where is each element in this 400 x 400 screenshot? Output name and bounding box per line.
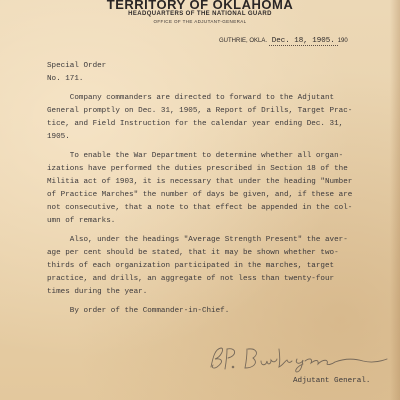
body-line: Militia act of 1903, it is necessary that under the heading "Number xyxy=(47,178,353,187)
dateline-place: GUTHRIE, OKLA. xyxy=(219,38,268,44)
body-line: not consecutive, that a note to that effect be appended in the col- xyxy=(47,203,353,212)
letterhead-title: TERRITORY OF OKLAHOMA xyxy=(106,0,294,12)
body-line: age per cent should be stated, that it may be shown whether two- xyxy=(47,249,339,258)
body-line: 1905. xyxy=(47,132,70,141)
body-line: No. 171. xyxy=(47,74,84,83)
body-line: Also, under the headings "Average Strength Present" the aver- xyxy=(47,236,348,245)
letterhead-office: OFFICE OF THE ADJUTANT-GENERAL xyxy=(153,19,247,24)
body-line: umn of remarks. xyxy=(47,216,116,225)
dateline-date: Dec. 18, 1905. xyxy=(269,37,338,46)
dateline xyxy=(219,37,348,45)
body-line: Company commanders are directed to forward to the Adjutant xyxy=(47,94,335,103)
signature-image xyxy=(203,343,393,373)
body-line: To enable the War Department to determine whether all organ- xyxy=(47,152,344,161)
body-line: By order of the Commander-in-Chief. xyxy=(47,307,230,316)
signature xyxy=(203,343,393,373)
signature-title: Adjutant General. xyxy=(293,377,371,385)
dateline-year-suffix: 190 xyxy=(337,38,348,44)
paper-edge-shadow xyxy=(390,0,400,400)
body-line: Special Order xyxy=(47,62,107,70)
body-line: practice, and drills, an aggregate of not less than twenty-four xyxy=(47,274,335,283)
body-line: of Practice Marches" the number of days be given, and, if these are xyxy=(47,191,353,200)
body-line: tice, and Field Instruction for the calendar year ending Dec. 31, xyxy=(47,120,344,129)
letterhead-subtitle: HEADQUARTERS OF THE NATIONAL GUARD xyxy=(128,11,272,17)
body-line: times during the year. xyxy=(47,287,148,296)
body-line: izations have performed the duties prescribed in Section 18 of the xyxy=(47,165,348,174)
body-line: General promptly on Dec. 31, 1905, a Report of Drills, Target Prac- xyxy=(47,107,353,116)
order-body xyxy=(47,60,377,318)
body-line: thirds of each organization participated in the marches, target xyxy=(47,261,335,270)
